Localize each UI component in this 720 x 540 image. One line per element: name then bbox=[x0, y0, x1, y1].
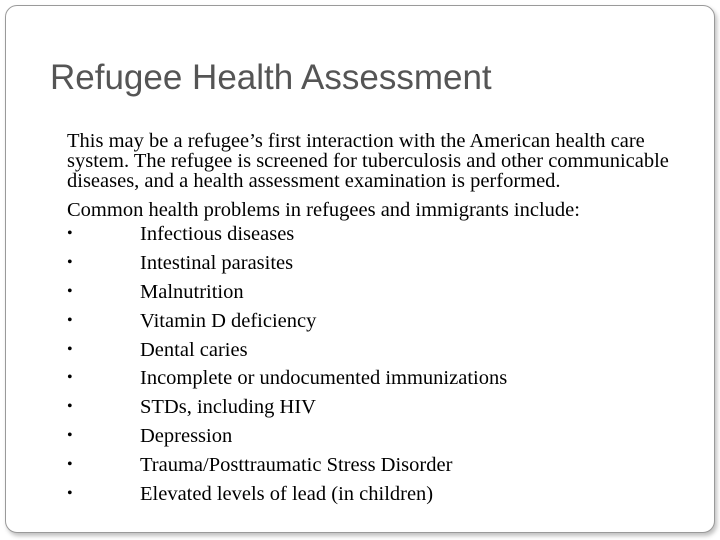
list-item bbox=[67, 249, 707, 278]
bullet-icon: • bbox=[67, 427, 73, 445]
list-item-text: Trauma/Posttraumatic Stress Disorder bbox=[140, 454, 453, 477]
bullet-icon: • bbox=[67, 253, 73, 271]
list-item-text: Intestinal parasites bbox=[140, 251, 294, 274]
list-item bbox=[67, 422, 707, 451]
list-item-text: Infectious diseases bbox=[140, 223, 295, 245]
slide-title: Refugee Health Assessment bbox=[50, 58, 492, 97]
bullet-icon: • bbox=[67, 485, 73, 503]
bullet-icon: • bbox=[67, 398, 73, 416]
list-item bbox=[67, 393, 707, 422]
list-item-text: Incomplete or undocumented immunizations bbox=[140, 367, 508, 390]
health-problems-list bbox=[67, 220, 707, 509]
list-item bbox=[67, 220, 707, 249]
list-item-text: Malnutrition bbox=[140, 280, 244, 303]
bullet-icon: • bbox=[67, 369, 73, 387]
slide-body bbox=[67, 131, 707, 509]
bullet-icon: • bbox=[67, 340, 73, 358]
list-item bbox=[67, 364, 707, 393]
bullet-icon: • bbox=[67, 282, 73, 300]
list-item bbox=[67, 336, 707, 365]
list-item-text: Dental caries bbox=[140, 338, 248, 361]
intro-paragraph: This may be a refugee’s first interaction with the American health care system. The refugee is screened for tuberculosis and other communicable diseases, and a health assessment examination is performed. bbox=[67, 130, 669, 192]
list-item-text: Vitamin D deficiency bbox=[140, 309, 317, 332]
bullet-icon: • bbox=[67, 225, 73, 242]
list-item-text: Depression bbox=[140, 425, 233, 448]
list-item bbox=[67, 278, 707, 307]
list-item-text: STDs, including HIV bbox=[140, 396, 316, 419]
list-item bbox=[67, 451, 707, 480]
list-item-text: Elevated levels of lead (in children) bbox=[140, 483, 434, 506]
list-heading: Common health problems in refugees and immigrants include: bbox=[67, 199, 580, 221]
bullet-icon: • bbox=[67, 311, 73, 329]
list-item bbox=[67, 307, 707, 336]
bullet-icon: • bbox=[67, 456, 73, 474]
list-item bbox=[67, 480, 707, 509]
